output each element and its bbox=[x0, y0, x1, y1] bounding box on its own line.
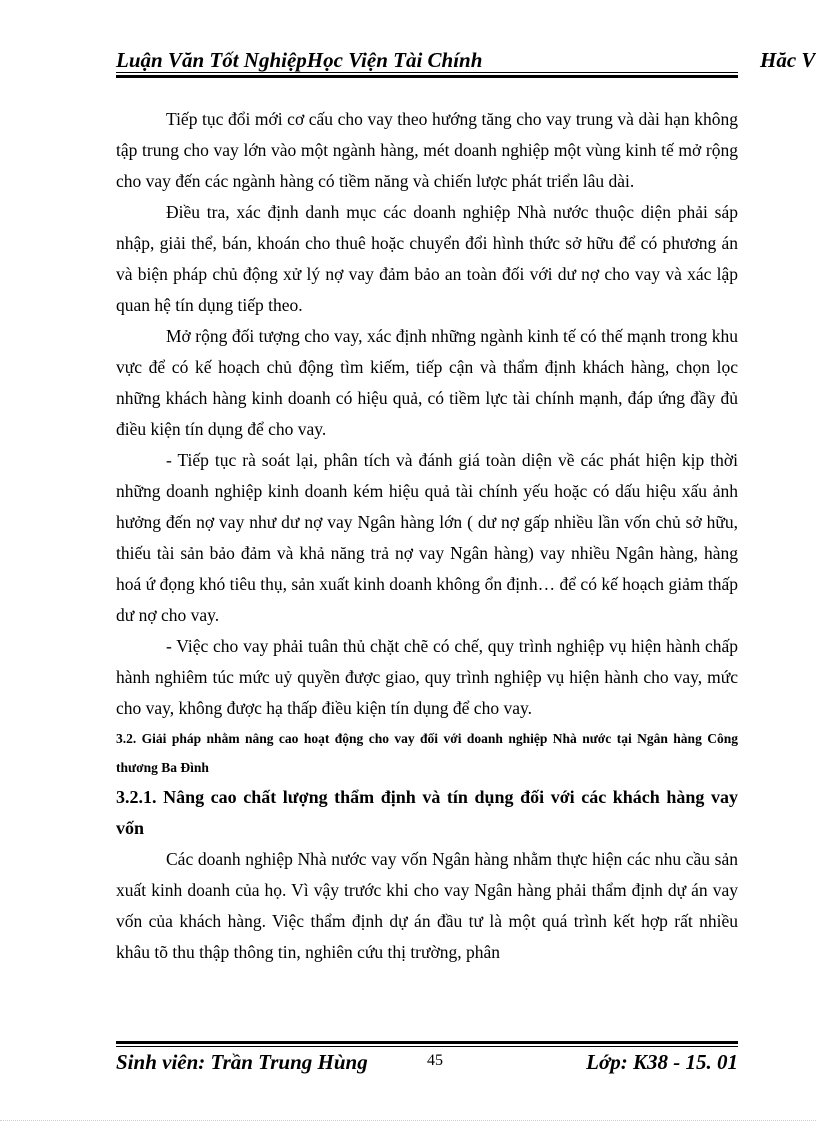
footer-page-number: 45 bbox=[427, 1052, 443, 1069]
paragraph-3: Mở rộng đối tượng cho vay, xác định những ngành kinh tế có thế mạnh trong khu vực để có kế hoạch chủ động tìm kiếm, tiếp cận và thẩm định khách hàng, chọn lọc những khách hàng kinh doanh có hiệu quả, có tiềm lực tài chính mạnh, đáp ứng đầy đủ điều kiện tín dụng để cho vay. bbox=[116, 326, 738, 439]
paragraph-5: - Việc cho vay phải tuân thủ chặt chẽ có chế, quy trình nghiệp vụ hiện hành chấp hành nghiêm túc mức uỷ quyền được giao, quy trình nghiệp vụ hiện hành cho vay, mức cho vay, không được hạ thấp điều kiện tín dụng để cho vay. bbox=[116, 636, 738, 718]
paragraph-6: Các doanh nghiệp Nhà nước vay vốn Ngân hàng nhằm thực hiện các nhu cầu sản xuất kinh doanh của họ. Vì vậy trước khi cho vay Ngân hàng phải thẩm định dự án vay vốn của khách hàng. Việc thẩm định dự án đầu tư là một quá trình kết hợp rất nhiều khâu tõ thu thập thông tin, nghiên cứu thị trường, phân bbox=[116, 849, 738, 962]
header-rule-thin bbox=[116, 72, 738, 73]
footer-rule-thin bbox=[116, 1046, 738, 1047]
footer-student-name: Sinh viên: Trần Trung Hùng bbox=[116, 1050, 368, 1074]
header-thesis-title: Luận Văn Tốt NghiệpHọc Viện Tài Chính bbox=[116, 48, 483, 72]
footer-rule-thick bbox=[116, 1041, 738, 1044]
section-heading-3-2: 3.2. Giải pháp nhằm nâng cao hoạt động cho vay đối với doanh nghiệp Nhà nước tại Ngân hàng Công thương Ba Đình bbox=[116, 731, 738, 775]
footer-class: Lớp: K38 - 15. 01 bbox=[586, 1050, 738, 1074]
header-institution-cut: Hăc V bbox=[760, 48, 816, 72]
subsection-heading-3-2-1: 3.2.1. Nâng cao chất lượng thẩm định và tín dụng đối với các khách hàng vay vốn bbox=[116, 787, 738, 838]
page-edge-divider bbox=[0, 1120, 816, 1121]
page-header bbox=[116, 48, 816, 78]
paragraph-4: - Tiếp tục rà soát lại, phân tích và đánh giá toàn diện về các phát hiện kịp thời những doanh nghiệp kinh doanh kém hiệu quả tài chính yếu hoặc có dấu hiệu xấu ảnh hưởng đến nợ vay như dư nợ vay Ngân hàng lớn ( dư nợ gấp nhiều lần vốn chủ sở hữu, thiếu tài sản bảo đảm và khả năng trả nợ vay Ngân hàng) vay nhiều Ngân hàng, hàng hoá ứ đọng khó tiêu thụ, sản xuất kinh doanh không ổn định… để có kế hoạch giảm thấp dư nợ cho vay. bbox=[116, 450, 738, 625]
page-body bbox=[116, 104, 738, 968]
header-rule-thick bbox=[116, 75, 738, 78]
paragraph-2: Điều tra, xác định danh mục các doanh nghiệp Nhà nước thuộc diện phải sáp nhập, giải thể, bán, khoán cho thuê hoặc chuyển đổi hình thức sở hữu để có phương án và biện pháp chủ động xử lý nợ vay đảm bảo an toàn đối với dư nợ cho vay và xác lập quan hệ tín dụng tiếp theo. bbox=[116, 202, 738, 315]
paragraph-1: Tiếp tục đổi mới cơ cấu cho vay theo hướng tăng cho vay trung và dài hạn không tập trung cho vay lớn vào một ngành hàng, mét doanh nghiệp một vùng kinh tế mở rộng cho vay đến các ngành hàng có tiềm năng và chiến lược phát triển lâu dài. bbox=[116, 109, 738, 191]
